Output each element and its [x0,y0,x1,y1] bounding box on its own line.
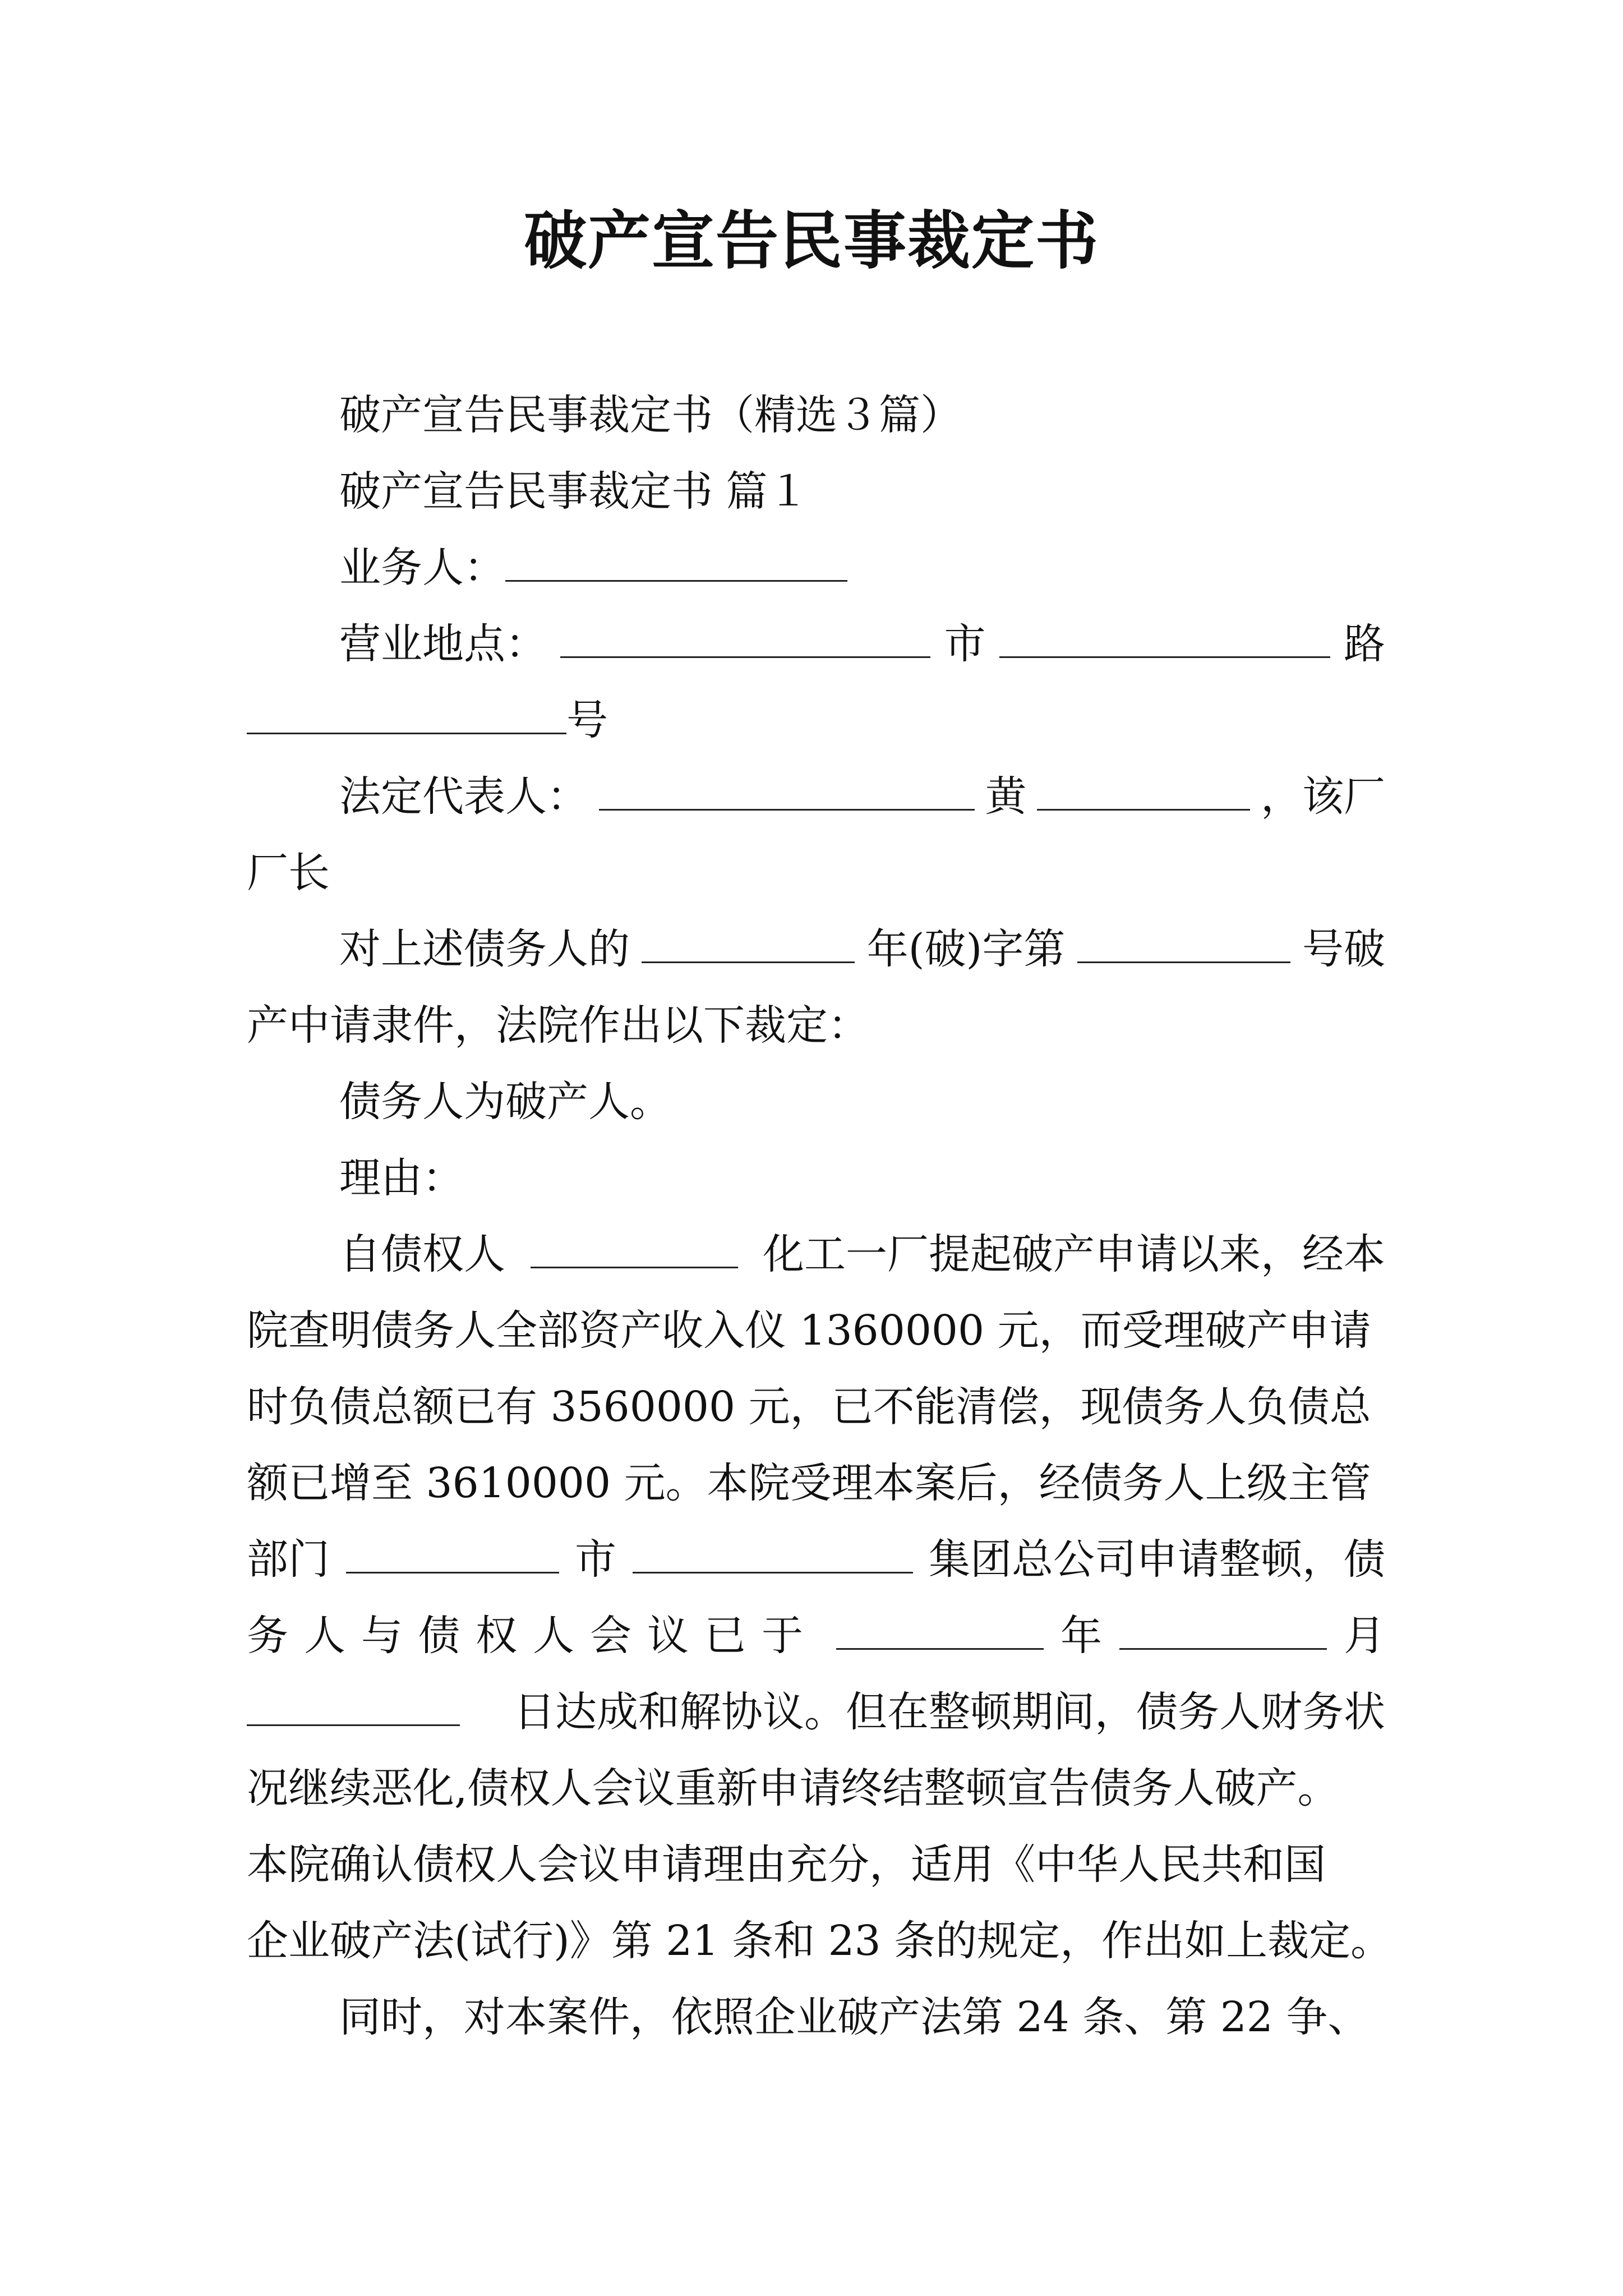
rep-blank-2[interactable] [1037,773,1250,811]
reason-line-9: 本院确认债权人会议申请理由充分，适用《中华人民共和国 [247,1841,1326,1889]
reason-l7: 日达成和解协议。但在整顿期间，债务人财务状 [514,1688,1385,1736]
reason-label: 理由： [339,1154,464,1202]
rep-blank-1[interactable] [599,773,975,811]
reason-text-a: 自债权人 [339,1230,505,1278]
reason-l5-b: 市 [575,1535,616,1584]
document-title: 破产宣告民事裁定书 [524,204,1099,278]
reason-line-6 [247,1608,1385,1664]
address-blank-2[interactable] [999,620,1330,658]
document-subtitle: 破产宣告民事裁定书（精选３篇） [339,391,962,439]
case-number-blank[interactable] [1077,926,1290,963]
agreement-year-blank[interactable] [836,1612,1044,1650]
reason-line-7 [247,1684,1385,1740]
address-line [339,616,1385,672]
rep-line [339,769,1385,825]
reason-text-b: 化工一厂提起破产申请以来，经本 [763,1230,1385,1278]
case-text-a: 对上述债务人的 [339,925,630,973]
debtor-line [339,540,1385,596]
reason-l5-c: 集团总公司申请整顿，债 [929,1535,1385,1584]
reason-l5-a: 部门 [247,1535,330,1584]
agreement-month-blank[interactable] [1119,1612,1327,1650]
creditor-blank[interactable] [531,1231,738,1268]
agreement-day-blank[interactable] [247,1688,460,1726]
case-year-blank[interactable] [642,926,855,963]
rep-title-line: 厂长 [247,849,330,897]
case-text-c: 号破 [1302,925,1385,973]
reason-line-8: 况继续恶化,债权人会议重新申请终结整顿宣告债务人破产。 [247,1764,1339,1812]
city-blank[interactable] [633,1536,913,1573]
address-label: 营业地点： [339,620,547,668]
reason-l6-b: 年 [1061,1612,1102,1660]
case-line [339,921,1385,977]
rep-title-a: ，该厂 [1261,772,1385,821]
address-line-2 [247,692,1385,748]
address-city-label: 市 [944,620,986,668]
address-blank-3[interactable] [247,697,566,734]
address-blank-1[interactable] [560,620,930,658]
department-blank[interactable] [346,1536,559,1573]
reason-line-5 [247,1531,1385,1588]
address-road-label: 路 [1344,620,1385,668]
case-line-2: 产中请隶件，法院作出以下裁定： [247,1001,869,1050]
case-text-b: 年(破)字第 [866,925,1066,973]
reason-line-1 [339,1226,1385,1282]
reason-l6-a: 务人与债权人会议已于 [247,1612,819,1660]
debtor-label: 业务人： [339,544,505,592]
section-heading: 破产宣告民事裁定书 篇１ [339,467,809,516]
reason-l6-c: 月 [1344,1612,1385,1660]
address-number-label: 号 [566,696,608,744]
closing-paragraph-line-1: 同时，对本案件，依照企业破产法第 24 条、第 22 争、 [339,1993,1370,2041]
reason-line-4: 额已增至 3610000 元。本院受理本案后，经债务人上级主管 [247,1459,1371,1507]
rep-label: 法定代表人： [339,772,588,821]
reason-line-10: 企业破产法(试行)》第 21 条和 23 条的规定，作出如上裁定。 [247,1917,1393,1965]
rep-name: 黄 [985,772,1027,821]
ruling-text: 债务人为破产人。 [339,1078,671,1126]
debtor-blank[interactable] [505,544,847,582]
reason-line-2: 院查明债务人全部资产收入仪 1360000 元，而受理破产申请 [247,1306,1371,1355]
reason-line-3: 时负债总额已有 3560000 元，已不能清偿，现债务人负债总 [247,1383,1371,1431]
